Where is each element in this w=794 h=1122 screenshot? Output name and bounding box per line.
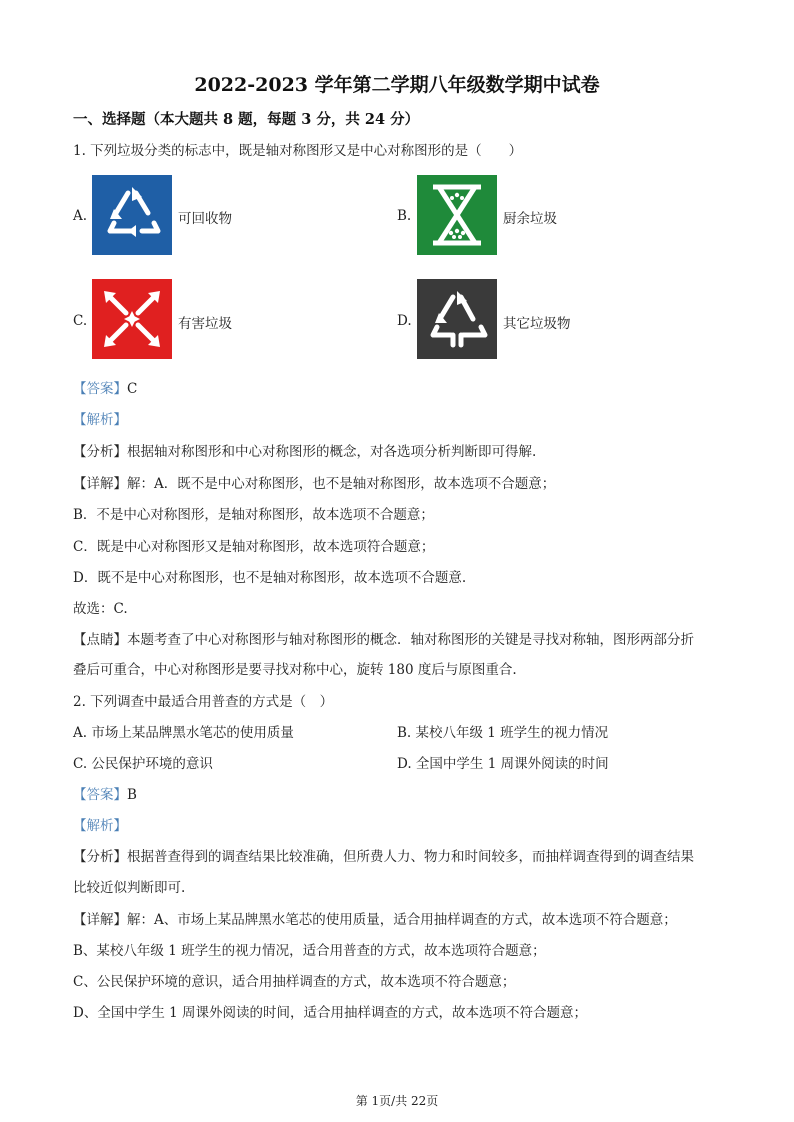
- question-1-note-line: 叠后可重合，中心对称图形是要寻找对称中心，旋转 180 度后与原图重合.: [73, 662, 517, 678]
- option-b-label: 厨余垃圾: [503, 211, 557, 227]
- answer-value: C: [127, 381, 138, 397]
- question-1-analysis-line: 【分析】根据轴对称图形和中心对称图形的概念，对各选项分析判断即可得解.: [73, 444, 537, 460]
- question-1-detail-line: D．既不是中心对称图形，也不是轴对称图形，故本选项不合题意.: [73, 570, 467, 586]
- analysis-tag: 【解析】: [73, 412, 127, 428]
- question-2-option-c: C. 公民保护环境的意识: [73, 756, 213, 772]
- question-2-detail-line: C、公民保护环境的意识，适合用抽样调查的方式，故本选项不符合题意；: [73, 974, 516, 990]
- question-1-detail-line: B．不是中心对称图形，是轴对称图形，故本选项不合题意；: [73, 507, 434, 523]
- option-a-label: 可回收物: [178, 211, 232, 227]
- answer-value: B: [127, 787, 137, 803]
- question-2-detail-line: D、全国中学生 1 周课外阅读的时间，适合用抽样调查的方式，故本选项不符合题意；: [73, 1005, 587, 1021]
- option-d-label: 其它垃圾物: [503, 316, 571, 332]
- question-2-detail-line: B、某校八年级 1 班学生的视力情况，适合用普查的方式，故本选项符合题意；: [73, 943, 546, 959]
- other-waste-icon: [417, 279, 497, 359]
- question-2-analysis-line: 【分析】根据普查得到的调查结果比较准确，但所费人力、物力和时间较多，而抽样调查得到的调查结果: [73, 849, 694, 865]
- page-title: 2022-2023 学年第二学期八年级数学期中试卷: [194, 74, 600, 96]
- recycle-icon: [92, 175, 172, 255]
- question-2-answer-line: [73, 786, 137, 804]
- question-1-detail-line: C．既是中心对称图形又是轴对称图形，故本选项符合题意；: [73, 539, 435, 555]
- option-d-letter: D.: [397, 313, 412, 329]
- question-2-detail-line: 【详解】解：A、市场上某品牌黑水笔芯的使用质量，适合用抽样调查的方式，故本选项不符合题意；: [73, 912, 677, 928]
- option-c-label: 有害垃圾: [178, 316, 232, 332]
- question-2-analysis-line: 比较近似判断即可.: [73, 880, 186, 896]
- answer-tag: 【答案】: [73, 381, 127, 397]
- question-1-stem: 1. 下列垃圾分类的标志中，既是轴对称图形又是中心对称图形的是（ ）: [73, 143, 523, 159]
- analysis-tag: 【解析】: [73, 818, 127, 834]
- question-2-option-b: B. 某校八年级 1 班学生的视力情况: [397, 725, 609, 741]
- question-1-choice-line: 故选：C.: [73, 601, 128, 617]
- question-2-option-a: A. 市场上某品牌黑水笔芯的使用质量: [73, 725, 294, 741]
- option-a-letter: A.: [73, 208, 88, 224]
- question-2-stem: 2. 下列调查中最适合用普查的方式是（ ）: [73, 694, 334, 710]
- section-heading: 一、选择题（本大题共 8 题，每题 3 分，共 24 分）: [73, 111, 420, 128]
- answer-tag: 【答案】: [73, 787, 127, 803]
- question-1-detail-line: 【详解】解：A．既不是中心对称图形，也不是轴对称图形，故本选项不合题意；: [73, 476, 556, 492]
- kitchen-waste-icon: [417, 175, 497, 255]
- question-1-note-line: 【点睛】本题考查了中心对称图形与轴对称图形的概念．轴对称图形的关键是寻找对称轴，图形两部分折: [73, 632, 694, 648]
- hazardous-icon: [92, 279, 172, 359]
- question-2-option-d: D. 全国中学生 1 周课外阅读的时间: [397, 756, 609, 772]
- page-number: 第 1页/共 22页: [355, 1094, 439, 1108]
- option-c-letter: C.: [73, 313, 88, 329]
- question-1-answer-line: [73, 380, 137, 398]
- option-b-letter: B.: [397, 208, 412, 224]
